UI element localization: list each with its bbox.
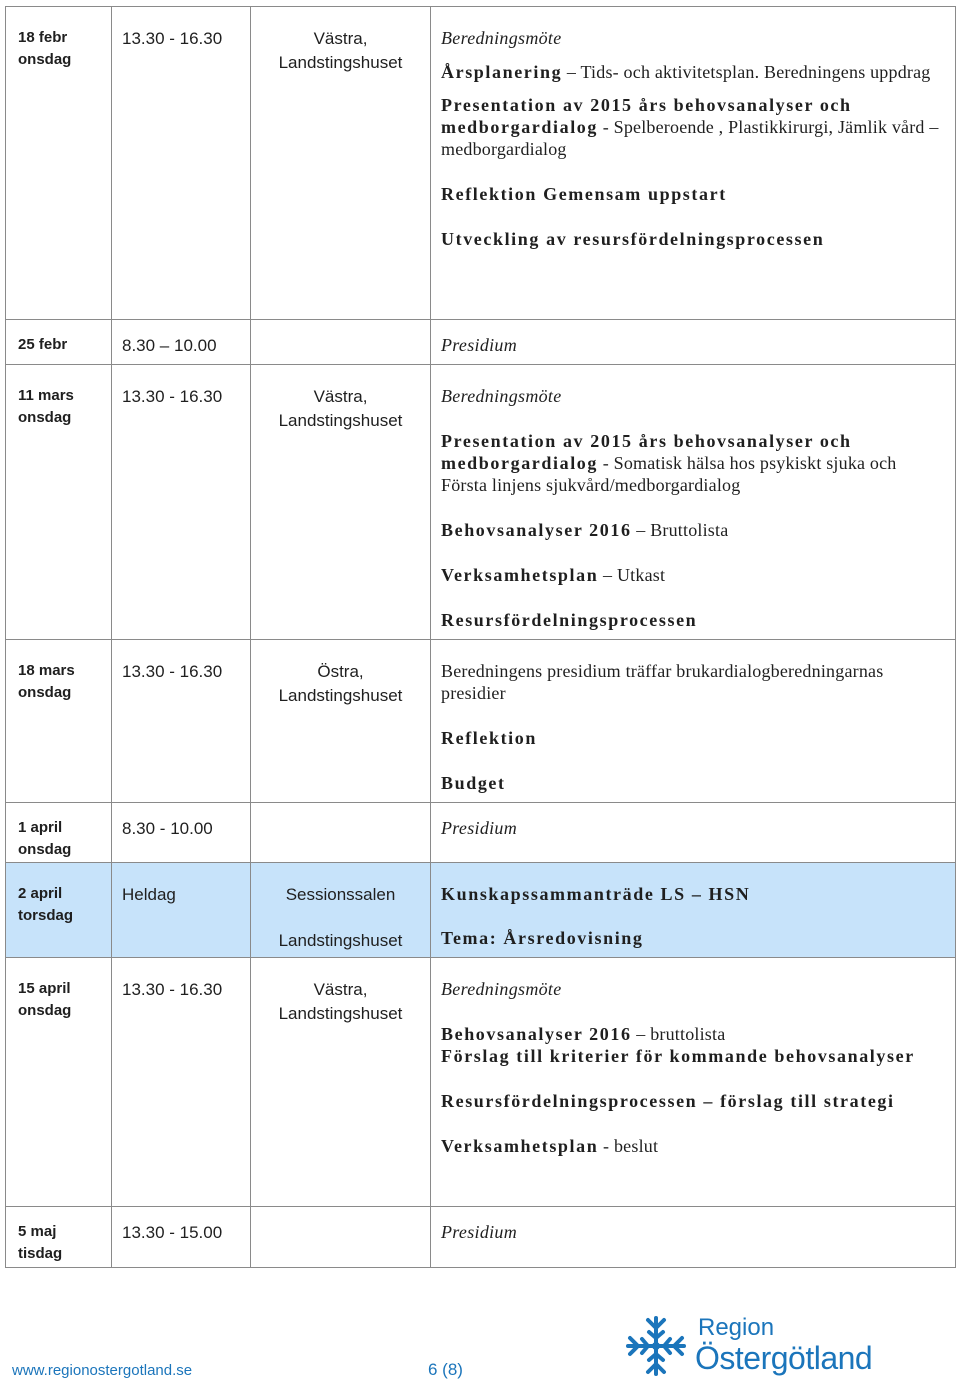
- time: 8.30 - 10.00: [122, 819, 213, 838]
- time: 13.30 - 16.30: [122, 387, 223, 406]
- place-cell: [251, 640, 430, 708]
- agenda-item: [441, 609, 941, 631]
- agenda-item-dash: -: [598, 453, 614, 473]
- place-line1: Västra,: [313, 29, 368, 48]
- agenda-item-bold: Tema: Årsredovisning: [441, 928, 644, 948]
- date: 2 april: [18, 885, 63, 902]
- agenda-item-text: Utkast: [616, 565, 666, 585]
- agenda-item-dash: –: [631, 1024, 651, 1044]
- agenda-item: [441, 1135, 941, 1157]
- time: 13.30 - 16.30: [122, 29, 223, 48]
- agenda-item-text: Somatisk hälsa hos psykiskt sjuka och Första linjens sjukvård/medborgardialog: [441, 453, 897, 495]
- agenda-item-bold: Reflektion Gemensam uppstart: [441, 184, 727, 204]
- agenda-item-dash: -: [598, 1136, 614, 1156]
- agenda-item-text: bruttolista: [650, 1024, 726, 1044]
- footer-website-link[interactable]: www.regionostergotland.se: [12, 1362, 193, 1379]
- date: 5 maj: [18, 1223, 57, 1240]
- agenda-item-bold: Behovsanalyser 2016: [441, 520, 632, 540]
- date: 18 febr: [18, 29, 68, 46]
- weekday: onsdag: [18, 51, 72, 68]
- weekday: torsdag: [18, 907, 74, 924]
- date-cell: [6, 7, 111, 71]
- agenda-item-text: beslut: [613, 1136, 659, 1156]
- table-row-highlighted: [6, 863, 956, 958]
- time: 13.30 - 16.30: [122, 980, 223, 999]
- time: 13.30 - 15.00: [122, 1223, 223, 1242]
- agenda-item-bold: Utveckling av resursfördelningsprocessen: [441, 229, 825, 249]
- agenda-item-text: Bruttolista: [650, 520, 729, 540]
- table-row: [6, 640, 956, 803]
- agenda-item-bold: Kunskapssammanträde LS – HSN: [441, 884, 751, 904]
- time: 8.30 – 10.00: [122, 336, 217, 355]
- date: 15 april: [18, 980, 71, 997]
- time: Heldag: [122, 885, 176, 904]
- table-row: [6, 7, 956, 320]
- table-row: [6, 958, 956, 1207]
- agenda-item-bold: Behovsanalyser 2016: [441, 1024, 632, 1044]
- table-row: [6, 803, 956, 863]
- place-line1: Västra,: [313, 387, 368, 406]
- date: 1 april: [18, 819, 63, 836]
- place-line1: Västra,: [313, 980, 368, 999]
- agenda-item: [441, 183, 941, 205]
- agenda-item-bold: Budget: [441, 773, 506, 793]
- agenda-cell: [431, 365, 955, 639]
- date-cell: [6, 640, 111, 704]
- date-cell: [6, 365, 111, 429]
- agenda-item: [441, 564, 941, 586]
- agenda-item-bold: Presentation av 2015 års behovsanalyser och medborgardialog: [441, 95, 852, 137]
- place-cell: [251, 365, 430, 433]
- table-row: [6, 320, 956, 365]
- meeting-type: Presidium: [441, 1222, 518, 1242]
- time: 13.30 - 16.30: [122, 662, 223, 681]
- weekday: onsdag: [18, 409, 72, 426]
- agenda-cell: [431, 7, 955, 258]
- place-cell: [251, 863, 430, 953]
- agenda-item-text: Spelberoende , Plastikkirurgi, Jämlik vård – medborgardialog: [441, 117, 939, 159]
- meeting-type: Beredningsmöte: [441, 28, 562, 48]
- meeting-type: Beredningsmöte: [441, 386, 562, 406]
- agenda-cell: [431, 640, 955, 802]
- agenda-item-bold: Verksamhetsplan: [441, 1136, 599, 1156]
- agenda-item: Beredningens presidium träffar brukardialogberedningarnas presidier: [441, 661, 884, 703]
- date-cell: [6, 958, 111, 1022]
- agenda-item: [441, 927, 941, 949]
- date-cell: [6, 1207, 111, 1265]
- weekday: onsdag: [18, 1002, 72, 1019]
- meeting-type: Presidium: [441, 335, 518, 355]
- agenda-item: [441, 883, 941, 905]
- place-line2: Landstingshuset: [278, 411, 403, 430]
- weekday: tisdag: [18, 1245, 63, 1262]
- place-line2: Landstingshuset: [278, 53, 403, 72]
- table-row: [6, 365, 956, 640]
- place-line1: Sessionssalen: [285, 885, 396, 904]
- weekday: onsdag: [18, 841, 72, 858]
- agenda-item: [441, 50, 941, 94]
- agenda-cell: [431, 803, 955, 847]
- agenda-item: [441, 727, 941, 749]
- date: 25 febr: [18, 336, 68, 353]
- agenda-item-dash: -: [598, 117, 614, 137]
- weekday: onsdag: [18, 684, 72, 701]
- agenda-cell: [431, 320, 955, 364]
- agenda-item-bold: Presentation av 2015 års behovsanalyser och medborgardialog: [441, 431, 852, 473]
- schedule-table: [5, 6, 956, 1268]
- agenda-item: [441, 772, 941, 794]
- agenda-item: [441, 430, 941, 496]
- place-line2: Landstingshuset: [278, 1004, 403, 1023]
- agenda-cell: [431, 958, 955, 1165]
- agenda-item-text: Tids- och aktivitetsplan. Beredningens uppdrag: [580, 62, 931, 82]
- agenda-item: [441, 1023, 941, 1045]
- agenda-item-bold: Förslag till kriterier för kommande behovsanalyser: [441, 1046, 915, 1066]
- date: 18 mars: [18, 662, 75, 679]
- meeting-type: Presidium: [441, 818, 518, 838]
- agenda-item-bold: Årsplanering: [441, 62, 563, 82]
- agenda-item-bold: Reflektion: [441, 728, 537, 748]
- place-line2: Landstingshuset: [278, 931, 403, 950]
- region-ostergotland-logo: [622, 1312, 902, 1380]
- agenda-item-bold: Resursfördelningsprocessen – förslag till strategi: [441, 1091, 895, 1111]
- agenda-cell: [431, 1207, 955, 1251]
- page-number: 6 (8): [428, 1360, 463, 1379]
- logo-text-region: Region: [698, 1314, 775, 1341]
- date-cell: [6, 803, 111, 861]
- place-line1: Östra,: [317, 662, 364, 681]
- agenda-item: [441, 228, 941, 250]
- place-cell: [251, 958, 430, 1026]
- date-cell: [6, 320, 111, 356]
- date-cell: [6, 863, 111, 927]
- agenda-item-dash: –: [562, 62, 581, 82]
- place-line2: Landstingshuset: [278, 686, 403, 705]
- agenda-item-bold: Resursfördelningsprocessen: [441, 610, 698, 630]
- table-row: [6, 1207, 956, 1268]
- agenda-item-dash: –: [631, 520, 651, 540]
- snowflake-cross-icon: [622, 1312, 690, 1380]
- date: 11 mars: [18, 387, 74, 404]
- agenda-item: [441, 94, 941, 160]
- meeting-type: Beredningsmöte: [441, 979, 562, 999]
- agenda-item: [441, 519, 941, 541]
- agenda-item-bold: Verksamhetsplan: [441, 565, 599, 585]
- agenda-item: [441, 1090, 941, 1112]
- agenda-item-dash: –: [598, 565, 617, 585]
- agenda-cell: [431, 863, 955, 957]
- agenda-item: [441, 1045, 941, 1067]
- place-cell: [251, 7, 430, 75]
- logo-text-ostergotland: Östergötland: [695, 1340, 873, 1376]
